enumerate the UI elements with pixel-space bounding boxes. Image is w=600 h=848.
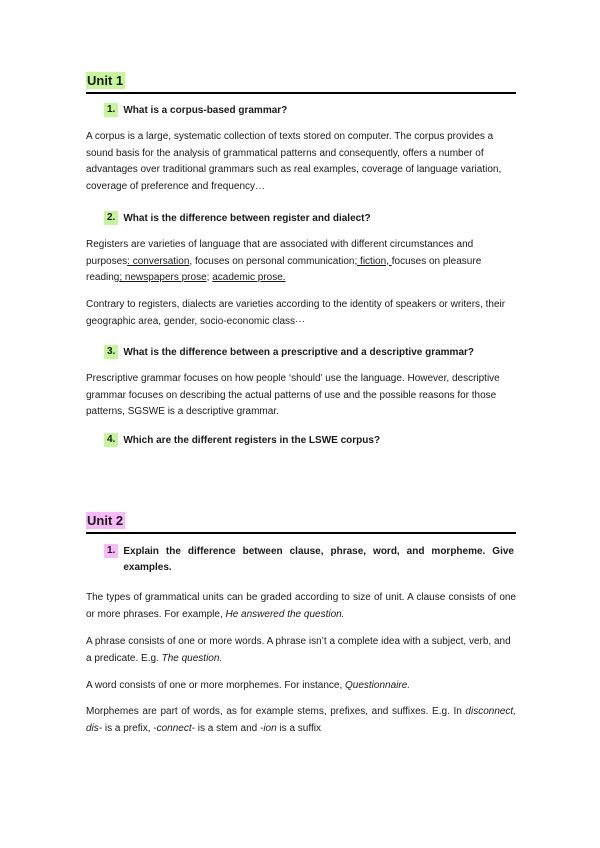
paragraph-text: is a suffix — [276, 722, 321, 734]
unit-2-paragraph-morpheme — [86, 704, 516, 737]
question-text: Which are the different registers in the LSWE corpus? — [123, 435, 381, 446]
example-text: The question. — [161, 652, 223, 664]
unit-1-question-4 — [104, 433, 514, 449]
unit-1-title: Unit 1 — [87, 73, 124, 88]
unit-1-question-2 — [104, 211, 514, 227]
paragraph-text: is a prefix, — [102, 722, 154, 734]
unit-1-answer-2b: Contrary to registers, dialects are varieties according to the identity of speakers or writers, their geographic area, gender, socio-economic class··· — [86, 299, 506, 327]
unit-1-question-1 — [104, 103, 514, 119]
question-text: What is the difference between a prescriptive and a descriptive grammar? — [123, 347, 475, 358]
unit-1-answer-3: Prescriptive grammar focuses on how people ‘should’ use the language. However, descriptive grammar focuses on describing the actual patterns of use and the possible reasons for those patterns, SGSWE is a descriptive grammar. — [86, 373, 500, 418]
paragraph-text: A word consists of one or more morphemes. For instance, — [86, 680, 345, 691]
example-text: -ion — [259, 722, 277, 734]
question-text: Explain the difference between clause, phrase, word, and morpheme. Give examples. — [123, 546, 514, 573]
example-text: Questionnaire. — [345, 680, 411, 691]
paragraph-text: A phrase consists of one or more words. A phrase isn’t a complete idea with a subject, verb, and a predicate. E.g. — [86, 636, 511, 664]
unit-1-answer-1: A corpus is a large, systematic collection of texts stored on computer. The corpus provides a sound basis for the analysis of grammatical patterns and consequently, offers a number of advantages over traditional grammars such as real examples, coverage of language variation, coverage of preference and frequency… — [86, 131, 502, 192]
question-number: 1. — [104, 544, 118, 558]
unit-2-paragraph-clause — [86, 590, 516, 623]
answer-text: , focuses on personal communication — [189, 255, 355, 267]
question-text: What is a corpus-based grammar? — [123, 105, 288, 116]
question-number: 4. — [104, 433, 118, 447]
unit-2-paragraph-word — [86, 678, 516, 695]
question-text: What is the difference between register and dialect? — [123, 213, 371, 224]
answer-text: focuses on pleasure reading — [86, 255, 482, 284]
unit-1-answer-2 — [86, 237, 516, 287]
unit-2-question-1 — [104, 544, 514, 576]
register-newspapers: ; newspapers prose — [119, 272, 207, 284]
question-number: 1. — [104, 103, 118, 117]
example-text: He answered the question. — [225, 608, 345, 620]
paragraph-text: The types of grammatical units can be graded according to size of unit. A clause consists of one or more phrases. For example, — [86, 592, 516, 620]
register-conversation: : conversation — [127, 255, 190, 267]
answer-text: ; — [206, 272, 213, 284]
example-text: disconnect, dis- — [86, 706, 516, 734]
unit-2-paragraph-phrase — [86, 634, 516, 667]
unit-2-heading — [86, 512, 516, 534]
paragraph-text: Morphemes are part of words, as for example stems, prefixes, and suffixes. E.g. In — [86, 706, 466, 717]
register-fiction: ; fiction, — [354, 255, 392, 267]
question-number: 2. — [104, 211, 118, 225]
paragraph-text: is a stem and — [194, 722, 260, 734]
unit-1-heading — [86, 72, 516, 94]
question-number: 3. — [104, 345, 118, 359]
example-text: -connect- — [153, 722, 195, 734]
unit-2-title: Unit 2 — [87, 513, 124, 528]
answer-text: Registers are varieties of language that are associated with different circumstances and purposes — [86, 239, 474, 267]
unit-1-question-3 — [104, 345, 514, 361]
register-academic: academic prose. — [212, 272, 286, 284]
